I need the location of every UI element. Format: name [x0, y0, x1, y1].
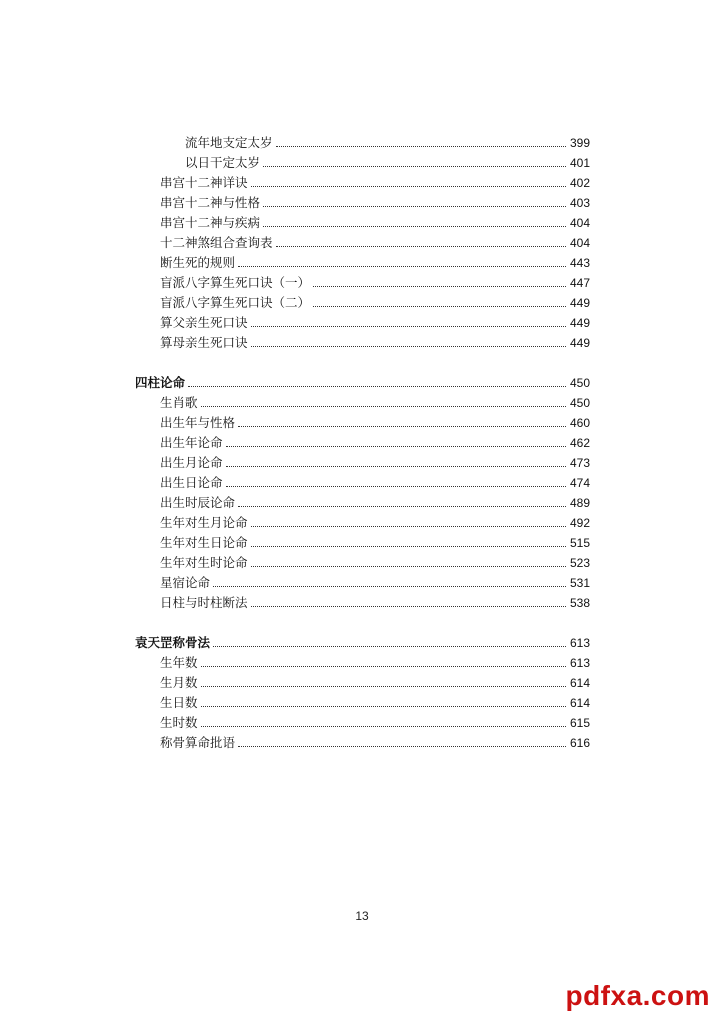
toc-entry-title: 生时数: [160, 715, 198, 730]
toc-entry[interactable]: [160, 251, 590, 271]
toc-entry[interactable]: [160, 171, 590, 191]
dot-leader: [238, 745, 566, 747]
toc-entry-title: 日柱与时柱断法: [160, 595, 248, 610]
toc-entry[interactable]: [160, 571, 590, 591]
dot-leader: [263, 225, 566, 227]
dot-leader: [251, 345, 566, 347]
toc-entry[interactable]: [160, 311, 590, 331]
toc-entry-title: 出生年与性格: [160, 415, 236, 430]
dot-leader: [201, 705, 566, 707]
toc-entry[interactable]: [160, 451, 590, 471]
toc-entry-page: 616: [569, 736, 590, 750]
toc-entry[interactable]: [160, 191, 590, 211]
toc-entry[interactable]: [160, 231, 590, 251]
toc-entry-page: 489: [569, 496, 590, 510]
dot-leader: [251, 545, 566, 547]
dot-leader: [276, 245, 566, 247]
dot-leader: [313, 305, 566, 307]
toc-entry[interactable]: [160, 591, 590, 611]
dot-leader: [251, 185, 566, 187]
toc-entry-page: 614: [569, 676, 590, 690]
toc-entry-title: 以日干定太岁: [185, 155, 261, 170]
toc-entry-title: 算母亲生死口诀: [160, 335, 248, 350]
toc-entry-title: 出生日论命: [160, 475, 223, 490]
toc-chapter-title: 四柱论命: [135, 375, 186, 390]
dot-leader: [251, 605, 566, 607]
toc-entry[interactable]: [185, 151, 590, 171]
dot-leader: [201, 685, 566, 687]
dot-leader: [251, 325, 566, 327]
dot-leader: [226, 465, 566, 467]
toc-entry-title: 串宫十二神与性格: [160, 195, 261, 210]
toc-entry[interactable]: [160, 471, 590, 491]
toc-entry-page: 404: [569, 216, 590, 230]
toc-entry-page: 449: [569, 316, 590, 330]
toc-entry[interactable]: [160, 691, 590, 711]
watermark-logo: pdfxa.com: [565, 980, 710, 1011]
toc-entry[interactable]: [160, 491, 590, 511]
dot-leader: [188, 385, 566, 387]
toc-entry[interactable]: [160, 411, 590, 431]
toc-chapter-page: 450: [569, 376, 590, 390]
toc-entry[interactable]: [160, 731, 590, 751]
toc-entry[interactable]: [160, 711, 590, 731]
toc-entry-page: 401: [569, 156, 590, 170]
toc-entry-page: 613: [569, 656, 590, 670]
dot-leader: [276, 145, 566, 147]
toc-entry-page: 402: [569, 176, 590, 190]
page-number: 13: [355, 909, 369, 923]
dot-leader: [226, 485, 566, 487]
dot-leader: [226, 445, 566, 447]
toc-entry-page: 443: [569, 256, 590, 270]
toc-entry-page: 399: [569, 136, 590, 150]
toc-entry[interactable]: [160, 651, 590, 671]
toc-entry[interactable]: [160, 531, 590, 551]
toc-chapter-heading[interactable]: [135, 631, 590, 651]
dot-leader: [251, 565, 566, 567]
toc-entry-title: 盲派八字算生死口诀（一）: [160, 275, 311, 290]
toc-entry-page: 614: [569, 696, 590, 710]
toc-entry-title: 算父亲生死口诀: [160, 315, 248, 330]
dot-leader: [263, 205, 566, 207]
toc-entry-page: 447: [569, 276, 590, 290]
toc-entry-page: 523: [569, 556, 590, 570]
dot-leader: [263, 165, 566, 167]
dot-leader: [201, 725, 566, 727]
toc-entry-title: 出生时辰论命: [160, 495, 236, 510]
toc-entry-page: 473: [569, 456, 590, 470]
toc-entry-page: 462: [569, 436, 590, 450]
dot-leader: [238, 425, 566, 427]
toc-entry-title: 串宫十二神与疾病: [160, 215, 261, 230]
toc-entry-title: 生月数: [160, 675, 198, 690]
toc-chapter-heading[interactable]: [135, 371, 590, 391]
toc-entry-title: 星宿论命: [160, 575, 211, 590]
toc-entry-title: 生肖歌: [160, 395, 198, 410]
toc-entry[interactable]: [160, 551, 590, 571]
dot-leader: [201, 665, 566, 667]
toc-entry-page: 538: [569, 596, 590, 610]
toc-entry-title: 称骨算命批语: [160, 735, 236, 750]
toc-entry-page: 449: [569, 296, 590, 310]
toc-entry-title: 生年数: [160, 655, 198, 670]
toc-entry[interactable]: [160, 511, 590, 531]
toc-entry-title: 串宫十二神详诀: [160, 175, 248, 190]
toc-entry[interactable]: [160, 291, 590, 311]
dot-leader: [213, 585, 566, 587]
toc-entry-page: 460: [569, 416, 590, 430]
dot-leader: [251, 525, 566, 527]
toc-entry-title: 流年地支定太岁: [185, 135, 273, 150]
toc-chapter-page: 613: [569, 636, 590, 650]
toc-entry-page: 515: [569, 536, 590, 550]
toc-entry[interactable]: [185, 131, 590, 151]
toc-entry-page: 474: [569, 476, 590, 490]
dot-leader: [313, 285, 566, 287]
toc-entry-title: 十二神煞组合查询表: [160, 235, 273, 250]
toc-entry-title: 生年对生时论命: [160, 555, 248, 570]
toc-entry[interactable]: [160, 391, 590, 411]
toc-entry[interactable]: [160, 211, 590, 231]
toc-chapter-title: 袁天罡称骨法: [135, 635, 211, 650]
toc-entry-title: 生年对生月论命: [160, 515, 248, 530]
toc-entry[interactable]: [160, 331, 590, 351]
toc-entry[interactable]: [160, 271, 590, 291]
toc-entry-page: 531: [569, 576, 590, 590]
toc-entry-page: 615: [569, 716, 590, 730]
toc-entry-title: 生日数: [160, 695, 198, 710]
toc-entry-title: 盲派八字算生死口诀（二）: [160, 295, 311, 310]
dot-leader: [238, 265, 566, 267]
toc-entry-title: 出生年论命: [160, 435, 223, 450]
dot-leader: [213, 645, 566, 647]
dot-leader: [238, 505, 566, 507]
toc-entry[interactable]: [160, 431, 590, 451]
toc-entry-page: 403: [569, 196, 590, 210]
toc-entry-page: 450: [569, 396, 590, 410]
toc-entry-title: 生年对生日论命: [160, 535, 248, 550]
toc-entry-page: 492: [569, 516, 590, 530]
toc-entry-title: 断生死的规则: [160, 255, 236, 270]
toc-entry-title: 出生月论命: [160, 455, 223, 470]
dot-leader: [201, 405, 566, 407]
toc-entry-page: 404: [569, 236, 590, 250]
toc-entry[interactable]: [160, 671, 590, 691]
toc-entry-page: 449: [569, 336, 590, 350]
